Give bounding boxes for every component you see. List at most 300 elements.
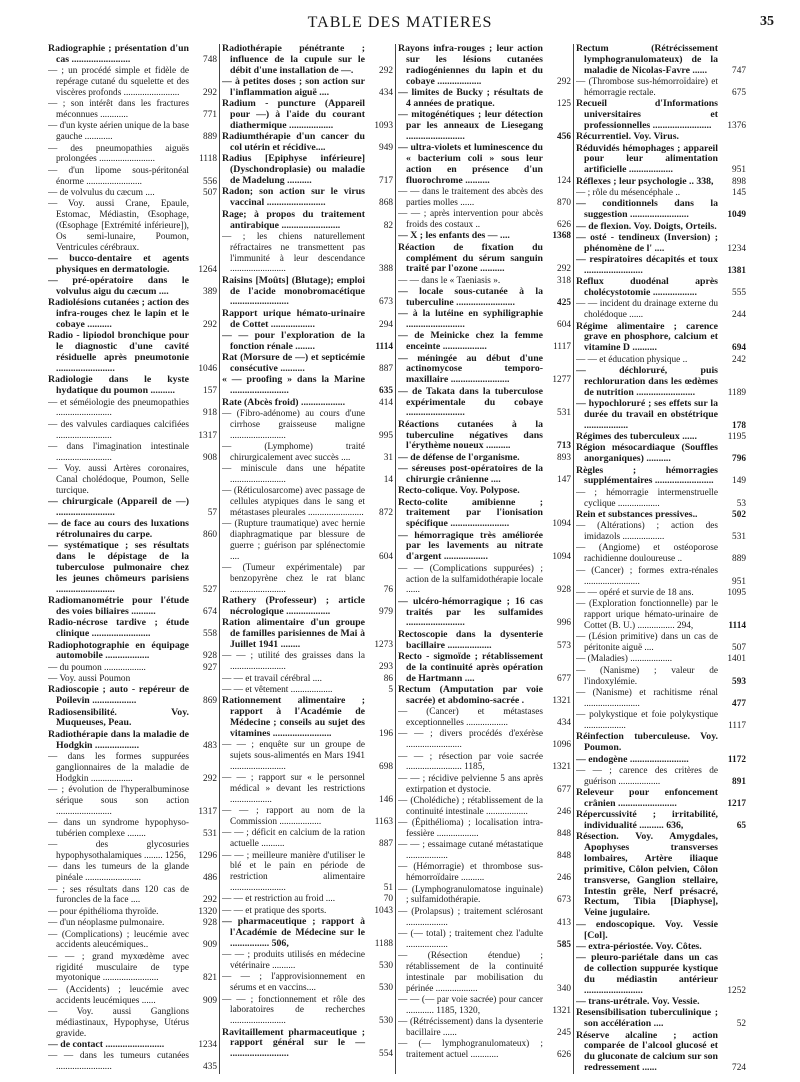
index-entry-page: 604	[379, 551, 393, 562]
index-entry	[398, 331, 571, 353]
index-entry	[576, 1008, 746, 1030]
index-entry-text: — — (— par voie sacrée) pour cancer ............ 1185, 1320,	[398, 995, 543, 1016]
index-entry-text: — dans un syndrome hypophyso-tubérien complexe ........	[48, 818, 189, 839]
index-entry-page: 1252	[727, 985, 746, 996]
index-entry-text: — — pour l'exploration de la fonction rénale ........	[222, 329, 365, 352]
index-entry-text: Radiophotographie en équipage automobile ..................	[48, 639, 189, 662]
index-entry	[398, 818, 571, 840]
index-entry-text: — ultra-violets et luminescence du « bacterium coli » sous leur action en présence d'un fluorochrome ..........	[398, 142, 543, 186]
index-entry-text: Raisins [Moûts] (Blutage); emploi de l'acide monobromacétique ........................	[222, 274, 365, 308]
index-entry	[398, 685, 571, 707]
index-entry-text: — à petites doses ; son action sur l'inflammation aiguë ....	[222, 76, 365, 98]
index-entry-page: 1264	[198, 264, 217, 275]
index-entry-text: Radiomanométrie pour l'étude des voies biliaires ..........	[48, 595, 189, 618]
index-entry-text: Recto - sigmoïde ; rétablissement de la continuité après opération de Hartmann ....	[398, 650, 543, 684]
index-entry-text: Ravitaillement pharmaceutique ; rapport général sur le — ........................	[222, 1026, 365, 1060]
index-entry	[48, 464, 217, 497]
index-entry-page: 674	[203, 607, 217, 618]
index-entry-text: — de face au cours des luxations rétrolunaires du carpe.	[48, 518, 189, 541]
index-entry-page: 1172	[727, 754, 746, 765]
index-entry-text: — (Cancer) et métastases exceptionnelles ..................	[398, 707, 543, 728]
index-entry-text: — X ; les enfants des — ....	[398, 230, 510, 242]
index-entry-page: 86	[383, 673, 393, 684]
index-entry-text: — (Maladies) ..................	[576, 654, 673, 665]
index-entry-text: — ; son intérêt dans les fractures méconnues ............	[48, 99, 189, 121]
index-entry-text: — (Angiome) et ostéoporose rachidienne douloureuse ..	[576, 543, 718, 565]
index-entry	[222, 773, 393, 806]
column-divider	[395, 44, 396, 1074]
index-column-2	[222, 44, 393, 1074]
index-entry-page: 245	[557, 1028, 571, 1039]
index-entry-text: — (Nanisme) et rachitisme rénal ........................	[576, 687, 718, 709]
index-entry	[398, 44, 571, 87]
index-entry	[222, 132, 393, 154]
index-entry-text: — (— total) ; traitement chez l'adulte ..................	[398, 929, 543, 950]
index-entry-text: Radiothérapie dans la maladie de Hodgkin ..................	[48, 728, 189, 751]
index-entry-text: — (Cholédiche) ; rétablissement de la continuité intestinale ..................	[398, 795, 543, 817]
index-entry-page: 530	[379, 983, 393, 994]
index-entry-page: 1320	[198, 906, 217, 917]
index-entry	[222, 187, 393, 209]
index-entry-text: — ; rôle du mésencéphale ..	[576, 187, 681, 198]
index-entry-page: 909	[203, 995, 217, 1006]
index-entry-page: 244	[732, 310, 746, 321]
index-entry-text: — pré-opératoire dans le volvulus aigu du cæcum ....	[48, 275, 189, 298]
index-entry	[222, 696, 393, 739]
index-entry-text: — (Résection étendue) ; rétablissement de la continuité intestinale par mobilisation du périnée ..................	[398, 951, 543, 994]
index-entry-text: — (Épithélioma) ; localisation intra-fessière ..................	[398, 818, 543, 839]
index-entry-text: — — ; enquête sur un groupe de sujets sous-alimentés en Mars 1941 ........................	[222, 740, 365, 772]
index-entry-text: — — ; rapport sur « le personnel médical » devant les restrictions ..................	[222, 773, 365, 805]
index-entry-page: 502	[732, 509, 746, 520]
index-entry-page: 1118	[199, 154, 217, 165]
index-entry-page: 887	[379, 839, 393, 850]
index-entry	[398, 564, 571, 597]
index-entry-page: 1321	[552, 695, 571, 706]
index-entry-page: 531	[557, 408, 571, 419]
index-entry-text: Rat (Morsure de —) et septicémie consécutive ..........	[222, 352, 365, 374]
index-entry-page: 635	[379, 386, 393, 397]
index-entry-text: — ; les chiens naturellement réfractaires ne transmettent pas l'immunité à leur descendance ........................	[222, 231, 365, 275]
index-entry-page: 157	[203, 386, 217, 397]
index-entry-page: 996	[557, 618, 571, 629]
index-entry-text: — (Lymphome) traité chirurgicalement avec succès ....	[222, 441, 365, 463]
index-entry-text: — — (Complications suppurées) ; action de la sulfamidothérapie locale ......	[398, 563, 543, 596]
index-entry-text: — de flexion. Voy. Doigts, Orteils.	[576, 220, 717, 232]
index-entry	[222, 917, 393, 950]
index-entry	[398, 387, 571, 420]
index-entry	[222, 398, 393, 409]
index-entry-text: Rage; à propos du traitement antirabique ........................	[222, 208, 365, 231]
index-entry-text: — — ; l'approvisionnement en sérums et en vaccins....	[222, 972, 365, 994]
index-entry	[576, 355, 746, 366]
index-entry-page: 677	[557, 673, 571, 684]
index-entry-page: 626	[557, 1050, 571, 1061]
index-entry	[576, 788, 746, 810]
index-entry-text: Rectoscopie dans la dysenterie bacillaire ..................	[398, 628, 543, 651]
index-entry-text: Régimes des tuberculeux ......	[576, 431, 697, 443]
index-entry-text: — pour épithélioma thyroïde.	[48, 906, 159, 917]
index-entry-text: « — proofing » dans la Marine ........................	[222, 374, 365, 397]
index-entry-page: 677	[557, 784, 571, 795]
index-entry	[222, 906, 393, 917]
index-entry	[48, 730, 217, 752]
index-entry	[222, 375, 393, 397]
index-entry-page: 292	[203, 895, 217, 906]
index-entry-page: 717	[379, 176, 393, 187]
index-entry-text: Radiosensibilité. Voy. Muqueuses, Peau.	[48, 706, 189, 729]
index-entry-text: — (Cancer) ; formes extra-rénales ........................	[576, 565, 718, 587]
index-entry-text: — de Takata dans la tuberculose expérimentale du cobaye ........................	[398, 385, 543, 419]
index-entry-text: — — ; grand myxœdème avec rigidité musculaire de type myotonique ........................	[48, 951, 189, 984]
index-entry-text: Ration alimentaire d'un groupe de familles parisiennes de Mai à Juillet 1941 ........	[222, 617, 365, 651]
index-entry-text: Recto-colique. Voy. Polypose.	[398, 485, 520, 497]
index-entry-page: 52	[736, 1019, 746, 1030]
index-entry-page: 434	[557, 717, 571, 728]
index-entry	[398, 453, 571, 464]
index-entry-page: 1049	[727, 210, 746, 221]
index-entry	[48, 166, 217, 188]
index-entry	[222, 44, 393, 77]
index-entry-page: 909	[203, 940, 217, 951]
index-entry-text: Radiologie dans le kyste hydatique du poumon ..........	[48, 374, 189, 397]
index-entry	[398, 729, 571, 751]
index-entry	[222, 276, 393, 309]
index-entry-text: — des pneumopathies aiguës prolongées ........................	[48, 143, 189, 165]
index-entry-page: 57	[207, 507, 217, 518]
index-entry	[48, 708, 217, 730]
index-entry-page: 292	[203, 320, 217, 331]
index-entry-text: — dans les formes suppurées ganglionnaires de la maladie de Hodgkin ..................	[48, 752, 189, 784]
index-entry-page: 530	[379, 961, 393, 972]
index-entry-text: — (Accidents) ; leucémie avec accidents leucémiques ......	[48, 984, 189, 1006]
index-entry	[48, 519, 217, 541]
index-entry	[222, 331, 393, 353]
index-entry-text: Radioscopie ; auto - repéreur de Poilevin ..................	[48, 684, 189, 707]
index-entry-text: — — ; résection par voie sacrée ........................ 1185,	[398, 751, 543, 773]
index-entry	[398, 464, 571, 486]
index-entry	[48, 99, 217, 121]
index-entry-text: — d'un kyste aérien unique de la base gauche ............	[48, 121, 189, 143]
index-entry-page: 1096	[552, 740, 571, 751]
index-entry-text: — Voy. aussi Poumon	[48, 674, 131, 685]
index-entry	[576, 953, 746, 996]
index-entry-page: 928	[203, 918, 217, 929]
index-entry	[398, 929, 571, 951]
index-entry	[398, 531, 571, 564]
index-entry-text: — (Rétrécissement) dans la dysenterie bacillaire ......	[398, 1017, 543, 1039]
index-entry-text: — locale sous-cutanée à la tuberculine ........................	[398, 286, 543, 308]
index-entry-page: 414	[379, 397, 393, 408]
column-divider	[219, 44, 220, 1074]
index-entry-text: — à la lutéine en syphiligraphie ........................	[398, 308, 543, 331]
index-entry	[398, 88, 571, 110]
index-entry-page: 292	[203, 773, 217, 784]
index-entry	[48, 1051, 217, 1073]
index-entry	[48, 442, 217, 464]
index-entry-text: — ; hémorragie intermenstruelle cyclique ..................	[576, 487, 718, 509]
index-entry	[222, 154, 393, 187]
index-entry-page: 1234	[198, 1039, 217, 1050]
index-entry-text: — d'un néoplasme pulmonaire.	[48, 918, 165, 929]
index-entry-page: 292	[557, 264, 571, 275]
index-entry	[48, 121, 217, 143]
index-entry	[398, 752, 571, 774]
index-entry-text: — — et vêtement ..................	[222, 684, 333, 695]
index-entry-page: 995	[379, 430, 393, 441]
index-entry-page: 868	[379, 198, 393, 209]
index-entry-page: 891	[732, 776, 746, 787]
index-entry	[48, 663, 217, 674]
index-entry-page: 821	[203, 973, 217, 984]
index-entry	[576, 588, 746, 599]
index-entry-page: 893	[557, 452, 571, 463]
index-entry-text: — — ; divers procédés d'exérèse ........................	[398, 729, 543, 751]
index-entry	[576, 177, 746, 188]
index-entry	[48, 785, 217, 818]
index-entry-text: — — et travail cérébral ....	[222, 673, 322, 684]
index-entry-page: 425	[557, 297, 571, 308]
index-entry-page: 887	[379, 363, 393, 374]
index-entry-text: — mitogénétiques ; leur détection par les anneaux de Liesegang ........................	[398, 109, 543, 142]
index-entry-page: 434	[379, 87, 393, 98]
index-entry	[398, 1017, 571, 1039]
index-entry-page: 530	[379, 1016, 393, 1027]
index-entry	[576, 199, 746, 221]
index-entry	[576, 1031, 746, 1074]
index-entry-page: 1114	[728, 620, 746, 631]
index-entry-text: Région mésocardiaque (Souffles anorganiques) ..........	[576, 442, 718, 465]
index-entry	[48, 818, 217, 840]
index-entry	[398, 652, 571, 685]
index-entry-text: — (Tumeur expérimentale) par benzopyrène chez le rat blanc ........................	[222, 563, 365, 595]
index-column-3	[398, 44, 571, 1074]
index-entry-text: — — opéré et survie de 18 ans.	[576, 587, 694, 598]
index-entry	[222, 210, 393, 232]
index-entry	[576, 322, 746, 355]
index-entry-page: 318	[557, 275, 571, 286]
page-title: TABLE DES MATIERES	[307, 14, 493, 31]
index-entry-text: Recto-colite amibienne ; traitement par l'ionisation spécifique ........................	[398, 496, 543, 530]
index-entry-page: 242	[732, 354, 746, 365]
index-entry	[398, 498, 571, 531]
index-entry-page: 65	[736, 821, 746, 832]
index-entry-text: Radiothérapie pénétrante ; influence de la cupule sur le débit d'une installation de —.	[222, 44, 365, 76]
index-entry-page: 1317	[198, 806, 217, 817]
index-entry	[48, 985, 217, 1007]
index-entry-text: Rectum (Amputation par voie sacrée) et abdomino-sacrée .	[398, 683, 543, 706]
index-entry-text: — de Meinicke chez la femme enceinte ..................	[398, 330, 543, 353]
index-entry-page: 951	[732, 576, 746, 587]
index-entry-text: — (Prolapsus) ; traitement sclérosant ..................	[398, 906, 543, 928]
index-entry	[222, 77, 393, 99]
index-entry	[48, 44, 217, 66]
index-entry-text: — endogène ........................	[576, 753, 689, 765]
page-header	[0, 14, 800, 36]
index-entry	[48, 930, 217, 952]
index-entry	[398, 231, 571, 242]
index-entry	[576, 521, 746, 543]
index-entry-text: — — ; meilleure manière d'utiliser le blé et le pain en période de restriction alimentaire ........................	[222, 850, 365, 894]
index-entry-text: — (Complications) ; leucémie avec accidents aleucémiques..	[48, 929, 189, 951]
index-entry-text: — — ; fonctionnement et rôle des laboratoires de recherches ........................	[222, 994, 365, 1027]
index-entry-page: 1093	[374, 120, 393, 131]
index-entry-page: 14	[383, 474, 393, 485]
index-entry	[576, 599, 746, 632]
index-entry	[398, 420, 571, 453]
index-entry	[576, 688, 746, 710]
index-entry-page: 626	[557, 220, 571, 230]
index-entry-page: 593	[732, 676, 746, 687]
index-entry-text: — limites de Bucky ; résultats de 4 années de pratique.	[398, 86, 543, 109]
index-entry-page: 1095	[727, 587, 746, 598]
index-entry-text: Répercussivité ; irritabilité, individualité .......... 636,	[576, 809, 718, 832]
index-entry	[576, 44, 746, 77]
index-entry	[576, 443, 746, 465]
index-entry-text: Recueil d'Informations universitaires et professionnelles ........................	[576, 98, 718, 131]
index-entry	[576, 632, 746, 654]
index-entry-text: — polykystique et foie polykystique ..................	[576, 710, 718, 731]
index-entry	[576, 132, 746, 143]
index-entry-page: 196	[379, 728, 393, 739]
index-entry-page: 435	[203, 1062, 217, 1073]
index-entry-page: 604	[557, 320, 571, 331]
index-entry	[222, 995, 393, 1028]
index-entry	[222, 563, 393, 596]
index-entry-page: 531	[203, 828, 217, 839]
index-entry	[48, 188, 217, 199]
index-entry-text: Resensibilisation tuberculinique ; son accélération ....	[576, 1007, 718, 1030]
index-entry-text: — hémorragique très améliorée par les lavements au nitrate d'argent ..................	[398, 529, 543, 563]
index-entry-page: 1321	[552, 762, 571, 773]
index-entry-text: — et séméiologie des pneumopathies ........................	[48, 397, 189, 419]
index-entry-page: 389	[203, 287, 217, 298]
index-entry	[222, 486, 393, 519]
index-entry	[222, 740, 393, 773]
index-entry	[222, 651, 393, 673]
index-entry	[48, 862, 217, 884]
index-entry-text: — — dans les tumeurs cutanées ........................	[48, 1051, 189, 1073]
column-divider	[573, 44, 574, 1074]
index-entry	[398, 187, 571, 209]
index-entry	[398, 774, 571, 796]
index-entry	[222, 828, 393, 850]
index-entry-text: — ; évolution de l'hyperalbuminose sérique sous son action ........................	[48, 785, 189, 817]
index-entry	[48, 840, 217, 862]
index-entry-page: 675	[732, 87, 746, 98]
index-entry-text: Radio-nécrose tardive ; étude clinique ........................	[48, 617, 189, 640]
index-entry-text: — des valvules cardiaques calcifiées ........................	[48, 419, 189, 441]
index-column-1	[48, 44, 217, 1074]
index-entry-page: 1376	[727, 120, 746, 131]
index-entry-text: Releveur pour enfoncement crânien ........................	[576, 787, 718, 809]
index-entry-page: 124	[557, 175, 571, 186]
index-entry	[398, 885, 571, 907]
index-entry	[576, 432, 746, 443]
index-entry	[222, 806, 393, 828]
index-entry-text: — de contact ........................	[48, 1038, 165, 1050]
index-entry	[48, 331, 217, 374]
index-entry-page: 1381	[727, 265, 746, 276]
index-entry-text: — du poumon ..................	[48, 662, 146, 673]
index-entry-page: 869	[203, 696, 217, 707]
index-entry-page: 848	[557, 851, 571, 862]
index-entry	[48, 420, 217, 442]
index-entry	[398, 354, 571, 387]
index-entry-text: — (Hémorragie) et thrombose sus-hémorroïdaire ..........	[398, 862, 543, 884]
index-entry	[398, 907, 571, 929]
index-entry-text: Reflux duodénal après cholécystotomie ..................	[576, 276, 718, 299]
index-entry-page: 1094	[552, 552, 571, 563]
index-entry-text: — (Fibro-adénome) au cours d'une cirrhose graisseuse maligne ........................	[222, 408, 365, 441]
index-entry-page: 796	[732, 454, 746, 465]
index-entry-page: 724	[732, 1063, 746, 1074]
index-entry-page: 31	[383, 452, 393, 463]
index-entry-page: 147	[557, 474, 571, 485]
index-entry-page: 698	[379, 761, 393, 772]
index-entry	[48, 541, 217, 595]
index-entry	[222, 950, 393, 972]
index-entry	[222, 685, 393, 696]
index-entry-text: — — ; rapport au nom de la Commission ..................	[222, 806, 365, 828]
index-entry	[398, 276, 571, 287]
index-entry	[398, 862, 571, 884]
index-entry-page: 927	[203, 662, 217, 673]
index-entry-page: 388	[379, 264, 393, 275]
index-entry-text: — d'un lipome sous-péritonéal énorme ........................	[48, 165, 189, 187]
index-entry-text: Réflexes ; leur psychologie .. 338,	[576, 175, 714, 187]
index-entry-page: 413	[557, 917, 571, 928]
index-entry-text: Rapport urique hémato-urinaire de Cottet ..................	[222, 307, 365, 330]
index-entry	[48, 641, 217, 663]
index-entry	[222, 309, 393, 331]
index-entry-page: 149	[732, 476, 746, 487]
index-entry-page: 1043	[374, 905, 393, 916]
index-entry-text: — (— lymphogranulomateux) ; traitement actuel ............	[398, 1039, 543, 1061]
index-entry-text: Résection. Voy. Amygdales, Apophyses transverses lombaires, Artère iliaque primitive, Côlon pelvien, Côlon transverse, Ganglion stellaire, Intestin grêle, Nerf présacré, Rectum, Tibia [Diaphyse], Veine jugulaire.	[576, 831, 718, 919]
index-entry-page: 673	[557, 895, 571, 906]
index-entry-page: 292	[203, 87, 217, 98]
index-entry-page: 554	[379, 1049, 393, 1060]
index-entry-page: 456	[557, 131, 571, 142]
index-entry-page: 293	[379, 662, 393, 673]
index-entry	[576, 997, 746, 1008]
index-entry-text: — — ; essaimage cutané métastatique ..................	[398, 840, 543, 862]
index-entry	[48, 907, 217, 918]
index-entry-text: — — ; récidive pelvienne 5 ans après extirpation et dystocie.	[398, 773, 543, 795]
index-entry	[576, 144, 746, 177]
index-entry	[48, 685, 217, 707]
index-entry-page: 5	[388, 684, 393, 695]
index-entry	[576, 255, 746, 277]
index-entry-page: 292	[379, 65, 393, 76]
index-entry	[576, 920, 746, 942]
index-entry-page: 870	[557, 197, 571, 208]
index-entry-page: 477	[732, 698, 746, 709]
index-entry-text: Réserve alcaline ; action comparée de l'alcool glucosé et du gluconate de calcium sur son redressement ......	[576, 1029, 718, 1074]
index-entry-page: 771	[203, 110, 217, 121]
index-entry-text: — Voy. aussi Ganglions médiastinaux, Hypophyse, Utérus gravide.	[48, 1006, 189, 1039]
index-entry-text: Règles ; hémorragies supplémentaires ........................	[576, 464, 718, 487]
index-entry-text: Radiumthérapie d'un cancer du col utérin et récidive....	[222, 131, 365, 154]
index-entry-text: — trans-urétrale. Voy. Vessie.	[576, 996, 700, 1008]
index-entry	[398, 951, 571, 994]
index-entry-page: 1321	[552, 1005, 571, 1016]
index-entry-text: — Voy. aussi Artères coronaires, Canal cholédoque, Poumon, Selle turcique.	[48, 464, 189, 496]
index-entry-text: Rate (Abcès froid) ..................	[222, 396, 346, 408]
index-entry-text: — de volvulus du cæcum ....	[48, 187, 155, 198]
index-entry	[222, 409, 393, 442]
